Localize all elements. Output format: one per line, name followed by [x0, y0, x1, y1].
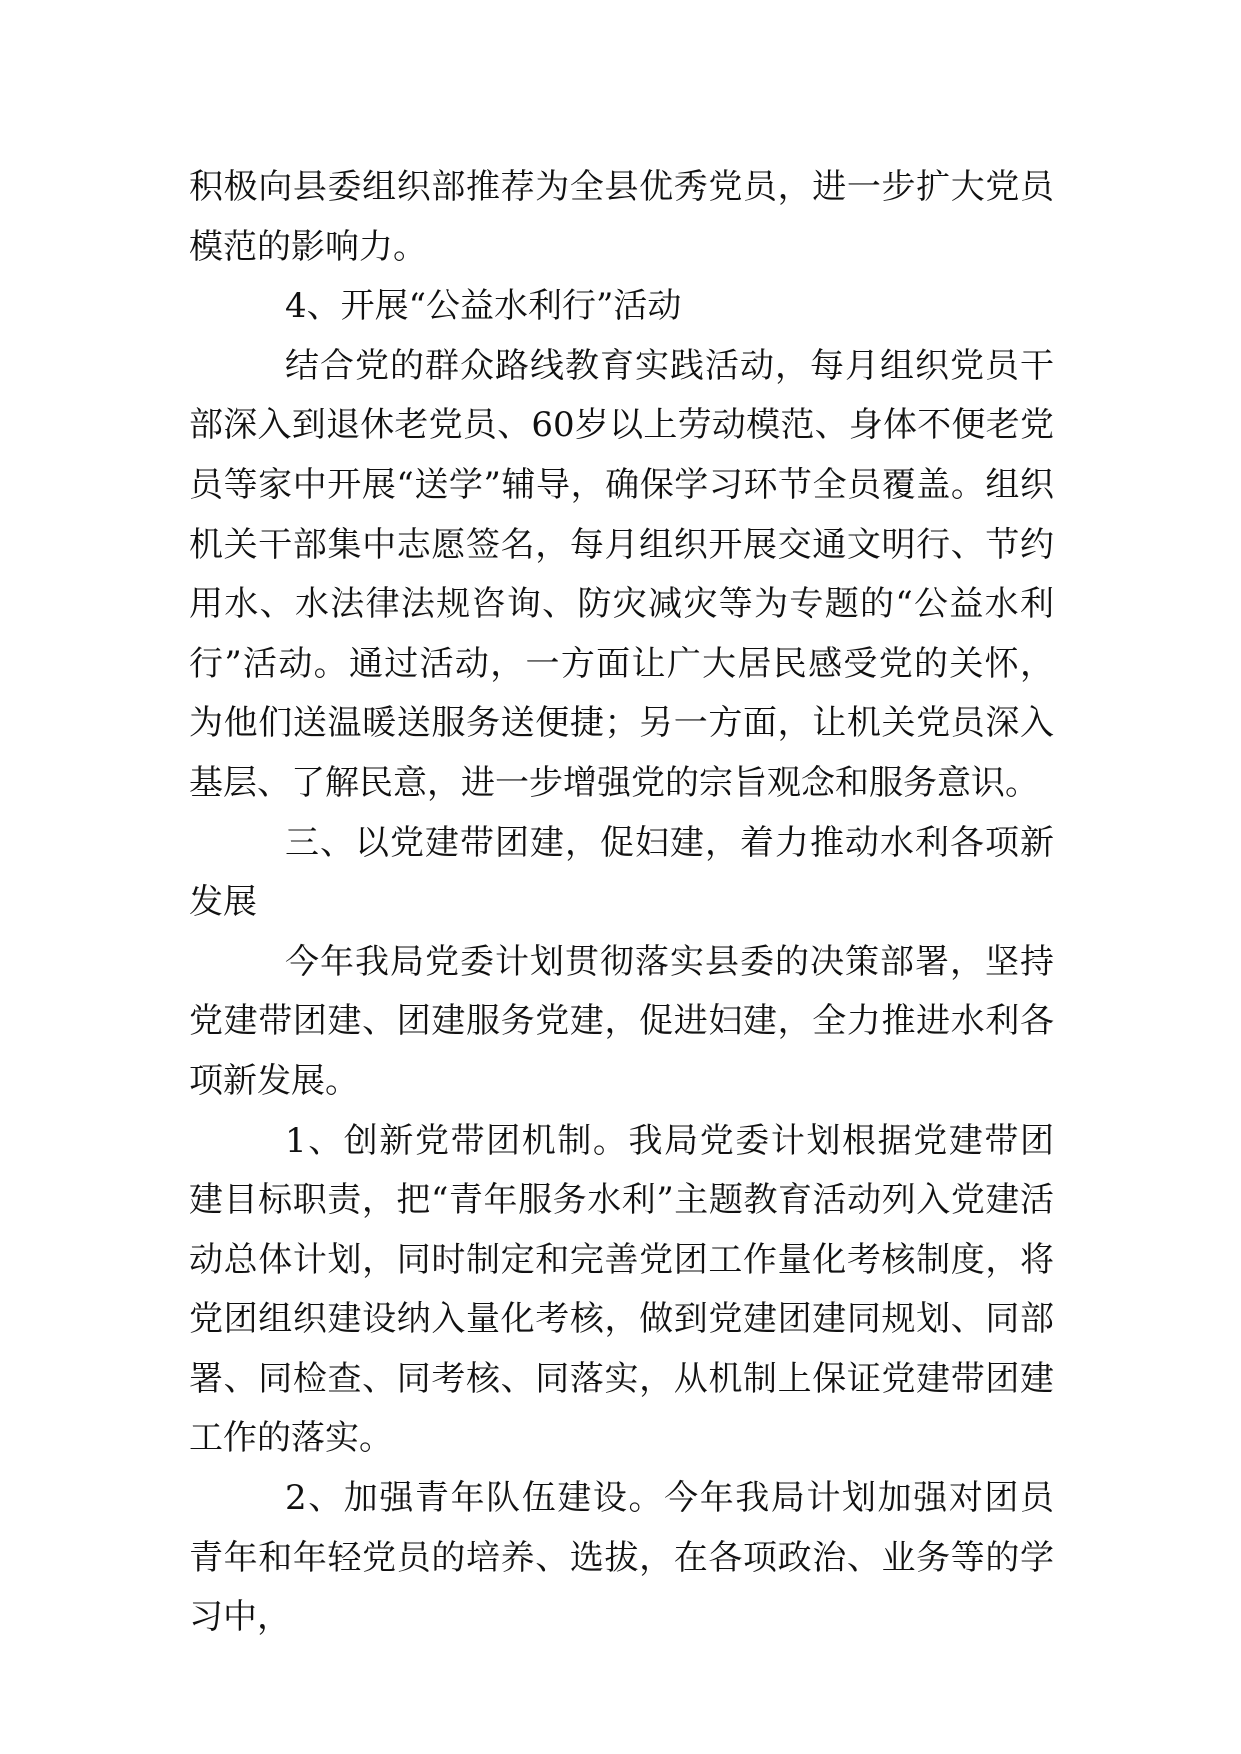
paragraph-innovation-mechanism: 1、创新党带团机制。我局党委计划根据党建带团建目标职责，把“青年服务水利”主题教育活动列入党建活动总体计划，同时制定和完善党团工作量化考核制度，将党团组织建设纳入量化考核，做到党建团建同规划、同部署、同检查、同考核、同落实，从机制上保证党建带团建工作的落实。: [189, 1120, 1054, 1459]
document-body: [189, 158, 1054, 1648]
section-heading-party-youth: 三、以党建带团建，促妇建，着力推动水利各项新发展: [189, 822, 1054, 923]
paragraph-public-welfare-activity: 结合党的群众路线教育实践活动，每月组织党员干部深入到退休老党员、60岁以上劳动模范、身体不便老党员等家中开展“送学”辅导，确保学习环节全员覆盖。组织机关干部集中志愿签名，每月组织开展交通文明行、节约用水、水法律法规咨询、防灾减灾等为专题的“公益水利行”活动。通过活动，一方面让广大居民感受党的关怀，为他们送温暖送服务送便捷；另一方面，让机关党员深入基层、了解民意，进一步增强党的宗旨观念和服务意识。: [189, 345, 1054, 803]
paragraph-honor-recommendation: 积极向县委组织部推荐为全县优秀党员，进一步扩大党员模范的影响力。: [189, 167, 1054, 267]
paragraph-youth-team-building: 2、加强青年队伍建设。今年我局计划加强对团员青年和年轻党员的培养、选拔，在各项政治、业务等的学习中，: [189, 1478, 1054, 1638]
paragraph-party-committee-plan: 今年我局党委计划贯彻落实县委的决策部署，坚持党建带团建、团建服务党建，促进妇建，全力推进水利各项新发展。: [189, 941, 1054, 1101]
heading-public-welfare-activity: 4、开展“公益水利行”活动: [285, 286, 682, 327]
